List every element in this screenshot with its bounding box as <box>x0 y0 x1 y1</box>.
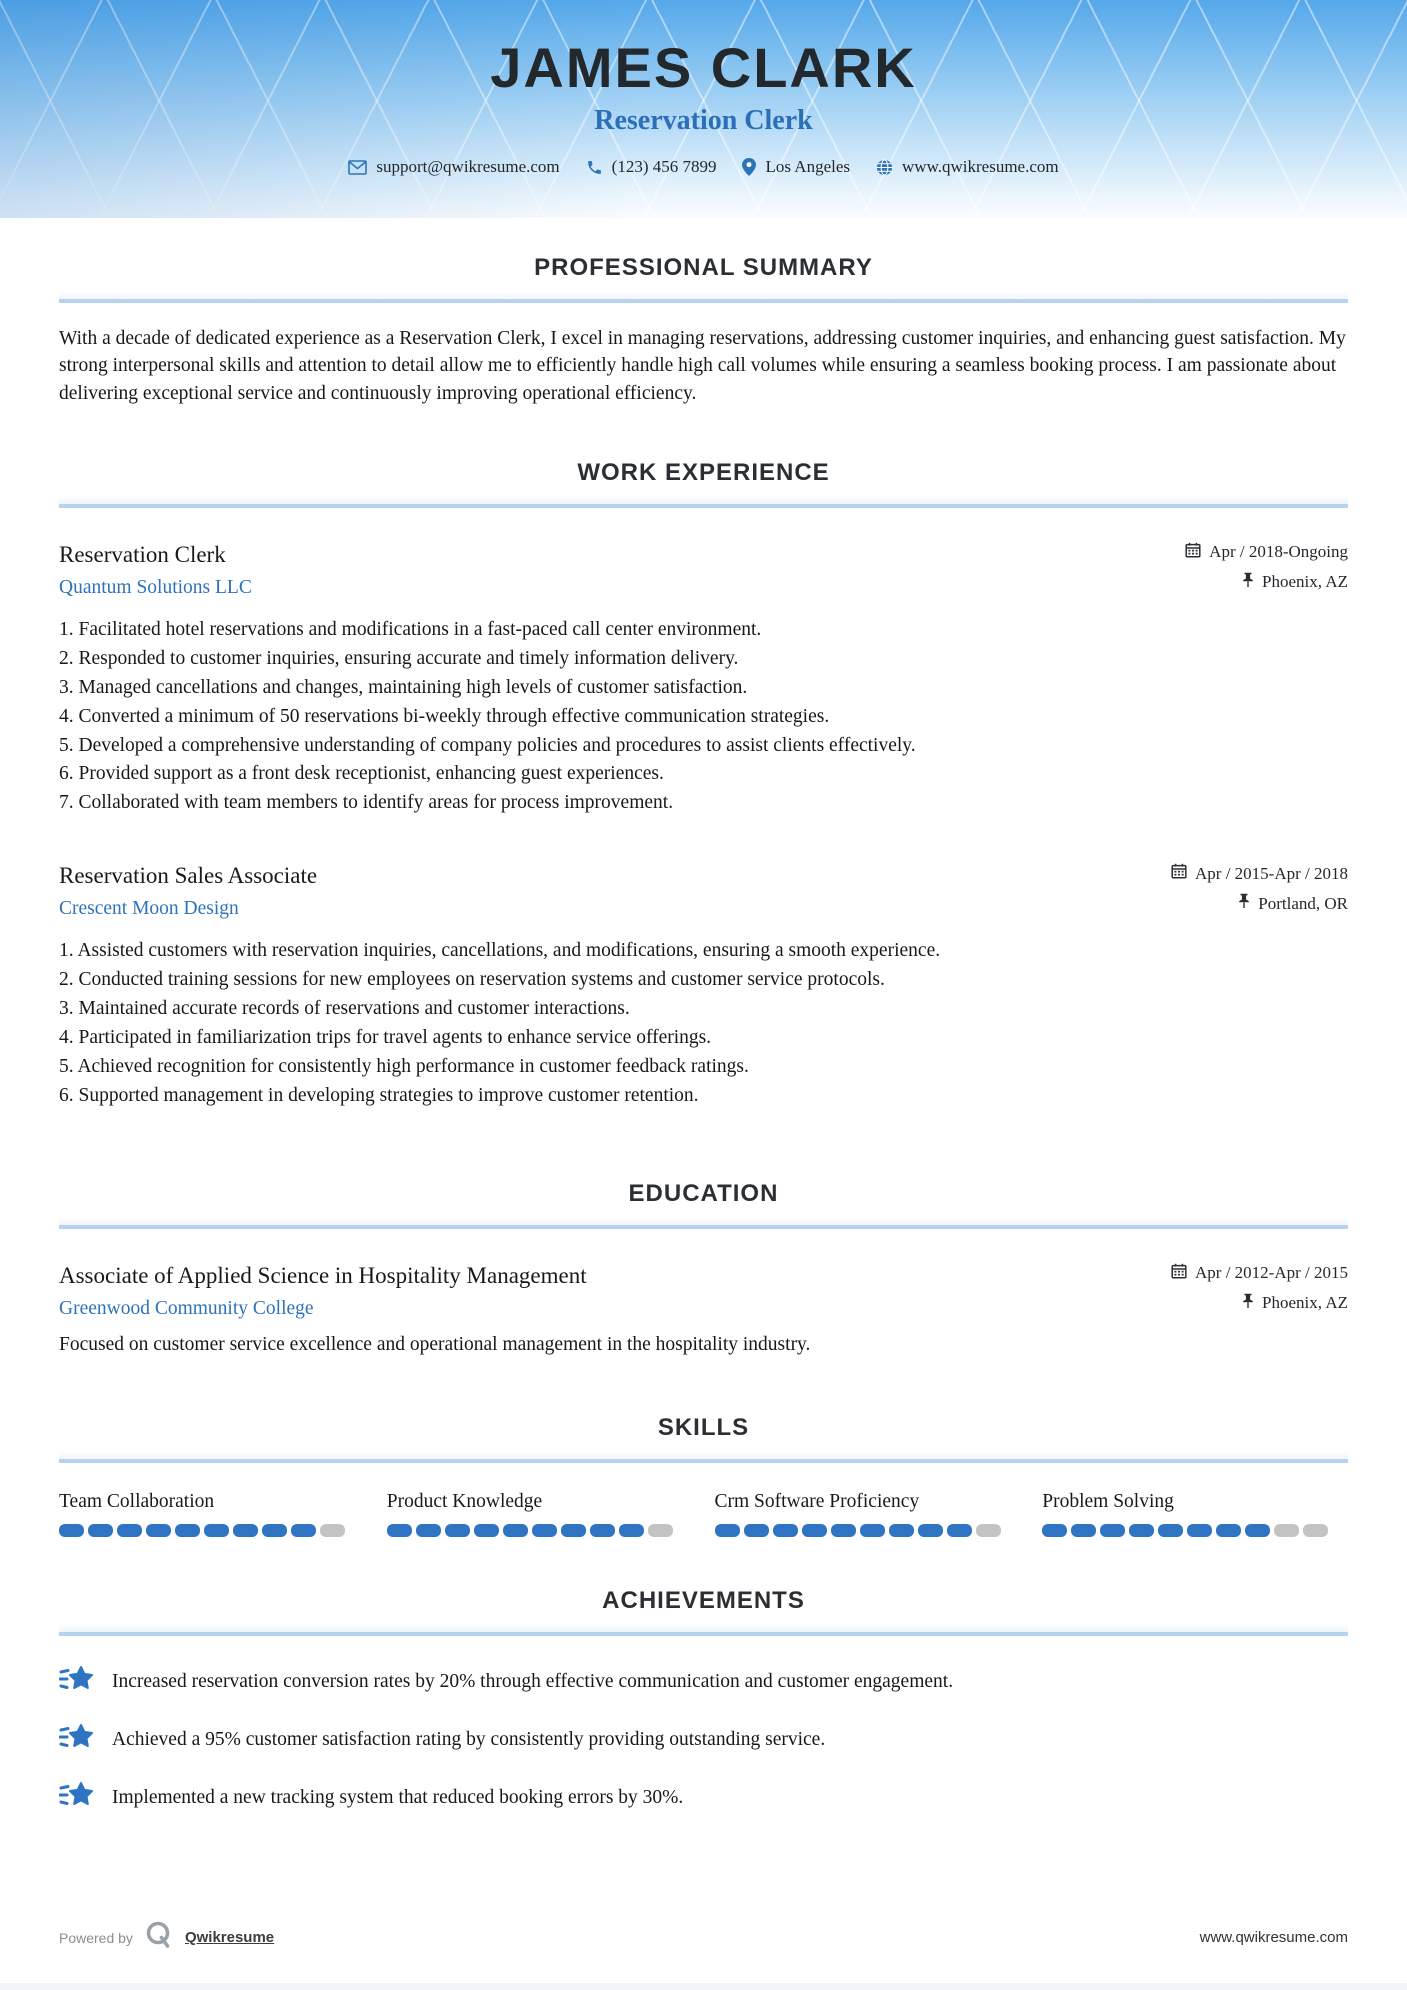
job-list <box>59 542 1348 1110</box>
contact-website-text: www.qwikresume.com <box>902 157 1059 176</box>
skill-bar-segment <box>590 1524 615 1537</box>
skill-name: Problem Solving <box>1042 1490 1174 1512</box>
section-education <box>59 1180 1348 1356</box>
skill-item <box>715 1491 1021 1537</box>
qwikresume-link[interactable]: Qwikresume <box>184 1929 275 1946</box>
job-title-subtitle: Reservation Clerk <box>594 105 813 136</box>
job-bullet-item: Converted a minimum of 50 reservations bi-weekly through effective communication strategies. <box>78 705 830 727</box>
skill-bar-segment <box>88 1524 113 1537</box>
skill-bar-segment <box>117 1524 142 1537</box>
skill-bar-segment <box>175 1524 200 1537</box>
skill-bar-segment <box>976 1524 1001 1537</box>
powered-by-label: Powered by <box>59 1929 133 1946</box>
skill-bar-segment <box>947 1524 972 1537</box>
skill-bar-segment <box>773 1524 798 1537</box>
degree-title: Associate of Applied Science in Hospitality Management <box>59 1262 587 1288</box>
achievement-item <box>59 1780 1348 1817</box>
section-divider <box>59 1217 1348 1229</box>
shooting-star-icon <box>59 1722 95 1759</box>
shooting-star-icon <box>59 1780 95 1817</box>
skill-bar-segment <box>204 1524 229 1537</box>
job-entry <box>59 863 1348 1109</box>
shooting-star-icon <box>59 1664 95 1701</box>
skill-bar-segment <box>59 1524 84 1537</box>
job-bullet-list <box>59 938 1348 1109</box>
phone-icon <box>586 159 603 176</box>
skill-bar-segment <box>1303 1524 1328 1537</box>
skill-item <box>59 1491 365 1537</box>
achievements-heading: ACHIEVEMENTS <box>602 1586 805 1614</box>
education-description: Focused on customer service excellence and operational management in the hospitality industry. <box>59 1333 811 1355</box>
skill-bar-segment <box>262 1524 287 1537</box>
contact-phone-text: (123) 456 7899 <box>611 157 717 176</box>
job-bullet-item: Facilitated hotel reservations and modifications in a fast-paced call center environment. <box>78 618 762 640</box>
contact-email-text: support@qwikresume.com <box>376 157 560 176</box>
skill-bar-segment <box>320 1524 345 1537</box>
achievement-text: Implemented a new tracking system that reduced booking errors by 30%. <box>112 1787 684 1809</box>
skill-bar-segment <box>889 1524 914 1537</box>
envelope-icon <box>348 160 367 175</box>
contact-website <box>876 157 1059 177</box>
job-date-range: Apr / 2018-Ongoing <box>1209 542 1348 562</box>
skill-bar-segment <box>291 1524 316 1537</box>
calendar-icon <box>1171 1263 1187 1284</box>
pushpin-icon <box>1242 1293 1254 1314</box>
skill-bar-segment <box>1274 1524 1299 1537</box>
education-date-range: Apr / 2012-Apr / 2015 <box>1195 1263 1348 1283</box>
school-name: Greenwood Community College <box>59 1297 314 1319</box>
job-location: Portland, OR <box>1258 893 1348 913</box>
work-heading: WORK EXPERIENCE <box>577 458 830 486</box>
skill-bar-segment <box>860 1524 885 1537</box>
job-bullet-item: Responded to customer inquiries, ensuring accurate and timely information delivery. <box>78 647 739 669</box>
job-location: Phoenix, AZ <box>1262 572 1348 592</box>
job-bullet-item: Collaborated with team members to identify areas for process improvement. <box>78 792 674 814</box>
skill-bar-segment <box>146 1524 171 1537</box>
section-professional-summary <box>59 254 1348 407</box>
job-title: Reservation Clerk <box>59 541 226 567</box>
skill-bar-segment <box>802 1524 827 1537</box>
job-company: Quantum Solutions LLC <box>59 576 252 598</box>
skill-bar-segment <box>648 1524 673 1537</box>
achievement-item <box>59 1664 1348 1701</box>
skill-name: Crm Software Proficiency <box>714 1490 920 1512</box>
skill-bar-segment <box>532 1524 557 1537</box>
page-bottom-strip <box>0 1983 1407 1990</box>
achievement-list <box>59 1664 1348 1817</box>
contact-row <box>0 157 1407 177</box>
header-banner <box>0 0 1407 218</box>
job-title: Reservation Sales Associate <box>59 863 318 889</box>
section-achievements <box>59 1587 1348 1817</box>
person-name: JAMES CLARK <box>490 36 917 99</box>
skill-level-bar <box>387 1524 693 1537</box>
calendar-icon <box>1171 863 1187 884</box>
qwikresume-logo-icon <box>143 1919 175 1956</box>
skill-level-bar <box>59 1524 365 1537</box>
section-work-experience <box>59 459 1348 1110</box>
contact-location <box>742 157 850 177</box>
job-bullet-item: Developed a comprehensive understanding of company policies and procedures to assist clients effectively. <box>78 734 916 756</box>
skill-bar-segment <box>1100 1524 1125 1537</box>
skill-bar-segment <box>744 1524 769 1537</box>
job-bullet-item: Maintained accurate records of reservations and customer interactions. <box>78 998 630 1020</box>
skill-bar-segment <box>1042 1524 1067 1537</box>
skill-bar-segment <box>387 1524 412 1537</box>
pushpin-icon <box>1238 893 1250 914</box>
education-location: Phoenix, AZ <box>1262 1293 1348 1313</box>
achievement-item <box>59 1722 1348 1759</box>
skill-bar-segment <box>1187 1524 1212 1537</box>
education-heading: EDUCATION <box>628 1179 779 1207</box>
skill-bar-segment <box>918 1524 943 1537</box>
location-pin-icon <box>742 158 756 176</box>
job-bullet-list <box>59 617 1348 817</box>
skill-name: Product Knowledge <box>386 1490 543 1512</box>
skill-bar-segment <box>1216 1524 1241 1537</box>
skill-item <box>1042 1491 1348 1537</box>
contact-location-text: Los Angeles <box>765 157 851 176</box>
job-bullet-item: Provided support as a front desk receptionist, enhancing guest experiences. <box>78 763 664 785</box>
skill-level-bar <box>1042 1524 1348 1537</box>
skill-bar-segment <box>619 1524 644 1537</box>
job-bullet-item: Achieved recognition for consistently high performance in customer feedback ratings. <box>77 1055 749 1077</box>
section-skills <box>59 1414 1348 1537</box>
skill-bar-segment <box>1071 1524 1096 1537</box>
job-bullet-item: Conducted training sessions for new employees on reservation systems and customer service protocols. <box>78 969 885 991</box>
contact-email <box>348 157 559 177</box>
skill-bar-segment <box>715 1524 740 1537</box>
job-bullet-item: Participated in familiarization trips for travel agents to enhance service offerings. <box>78 1026 712 1048</box>
section-divider <box>59 1624 1348 1636</box>
skill-bar-segment <box>474 1524 499 1537</box>
job-bullet-item: Managed cancellations and changes, maintaining high levels of customer satisfaction. <box>78 676 748 698</box>
skill-bar-segment <box>1129 1524 1154 1537</box>
skill-item <box>387 1491 693 1537</box>
skill-bar-segment <box>1158 1524 1183 1537</box>
job-company: Crescent Moon Design <box>59 898 239 920</box>
skill-bar-segment <box>416 1524 441 1537</box>
footer-website[interactable]: www.qwikresume.com <box>1199 1929 1348 1946</box>
contact-phone <box>586 157 717 177</box>
skill-bar-segment <box>445 1524 470 1537</box>
skill-bar-segment <box>1245 1524 1270 1537</box>
skills-heading: SKILLS <box>657 1413 750 1441</box>
education-entry <box>59 1263 1348 1356</box>
summary-heading: PROFESSIONAL SUMMARY <box>534 254 873 281</box>
skills-grid <box>59 1491 1348 1537</box>
section-divider <box>59 291 1348 303</box>
page-footer <box>0 1919 1407 1956</box>
job-bullet-item: Supported management in developing strategies to improve customer retention. <box>78 1084 699 1106</box>
skill-bar-segment <box>561 1524 586 1537</box>
job-entry <box>59 542 1348 817</box>
skill-bar-segment <box>831 1524 856 1537</box>
calendar-icon <box>1185 542 1201 563</box>
skill-name: Team Collaboration <box>59 1490 215 1512</box>
skill-bar-segment <box>503 1524 528 1537</box>
skill-level-bar <box>715 1524 1021 1537</box>
section-divider <box>59 496 1348 508</box>
pushpin-icon <box>1242 572 1254 593</box>
achievement-text: Achieved a 95% customer satisfaction rating by consistently providing outstanding service. <box>112 1729 826 1751</box>
job-bullet-item: Assisted customers with reservation inquiries, cancellations, and modifications, ensuring a smooth experience. <box>77 940 941 962</box>
globe-icon <box>876 159 893 176</box>
skill-bar-segment <box>233 1524 258 1537</box>
achievement-text: Increased reservation conversion rates by 20% through effective communication and customer engagement. <box>112 1671 954 1693</box>
summary-text: With a decade of dedicated experience as a Reservation Clerk, I excel in managing reservations, addressing customer inquiries, and enhancing guest satisfaction. My strong interpersonal skills and attention to detail allow me to efficiently handle high call volumes while ensuring a seamless booking process. I am passionate about delivering exceptional service and continuously improving operational efficiency. <box>59 328 1346 404</box>
job-date-range: Apr / 2015-Apr / 2018 <box>1195 863 1348 883</box>
section-divider <box>59 1451 1348 1463</box>
